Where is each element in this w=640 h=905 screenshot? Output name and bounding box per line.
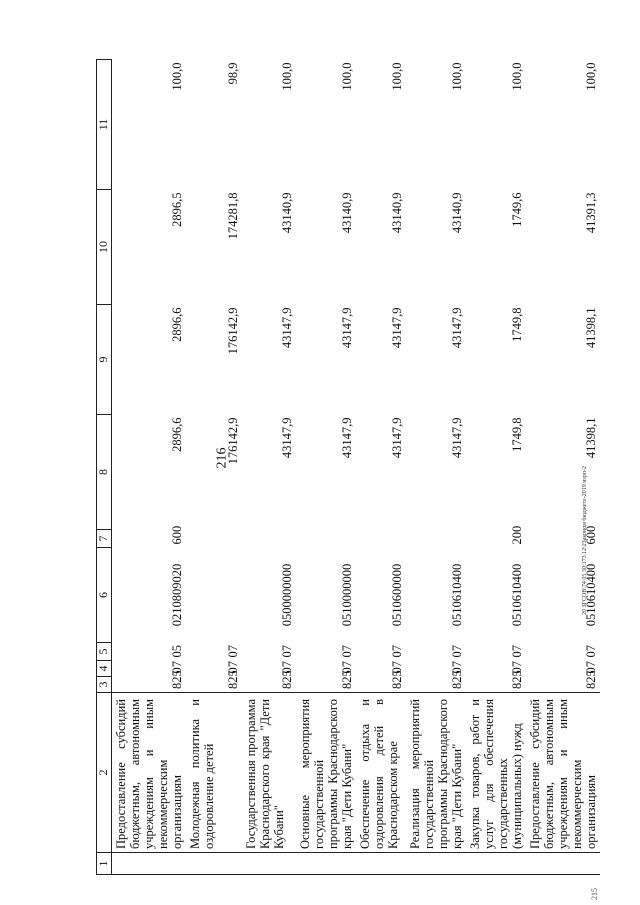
cell-c6: 0510600000 (390, 563, 404, 627)
header-cell: 4 (97, 661, 112, 677)
table-row (356, 60, 406, 875)
cell-c5: 07 (584, 645, 598, 658)
page-number: 216 (214, 447, 230, 469)
page-footer-number: 215 (590, 888, 599, 900)
cell-c4: 07 (340, 661, 354, 674)
cell-c10: 43140,9 (280, 192, 294, 234)
cell-c8: 43147,9 (390, 417, 404, 459)
header-cell: 8 (97, 415, 112, 530)
cell-c11: 100,0 (510, 62, 524, 91)
cell-c10: 2896,5 (170, 192, 184, 227)
cell-c6: 0500000000 (280, 563, 294, 627)
row-name: Реализация мероприятий государственной программы Краснодарского края "Дети Кубани" (406, 693, 466, 853)
header-cell: 3 (97, 677, 112, 693)
cell-c7 (356, 530, 406, 548)
cell-c5: 05 (170, 645, 184, 658)
cell-c5: 07 (450, 645, 464, 658)
cell-c7: 600 (170, 525, 184, 545)
rotated-page-content (96, 60, 621, 875)
cell-c9: 41398,1 (584, 307, 598, 349)
cell-c5: 07 (280, 645, 294, 658)
cell-c9: 2896,6 (170, 307, 184, 342)
cell-c10: 43140,9 (450, 192, 464, 234)
cell-c4: 07 (450, 661, 464, 674)
cell-c8: 43147,9 (280, 417, 294, 459)
cell-c5: 07 (226, 645, 240, 658)
cell-c10: 43140,9 (390, 192, 404, 234)
cell-c9: 43147,9 (390, 307, 404, 349)
cell-c8: 41398,1 (584, 417, 598, 459)
cell-c6: 0510610400 (510, 563, 524, 627)
cell-c6: 0510610400 (450, 563, 464, 627)
cell-c3: 825 (170, 670, 184, 689)
cell-c8: 176142,9 (226, 417, 240, 465)
cell-c4: 07 (280, 661, 294, 674)
cell-c4: 07 (170, 661, 184, 674)
cell-col1 (186, 853, 242, 875)
cell-c11: 100,0 (340, 62, 354, 91)
cell-c6: 0510610400 (584, 563, 598, 627)
row-name: Государственная программа Краснодарского края "Дети Кубани" (242, 693, 296, 853)
row-name: Предоставление субсидий бюджетным, автономным учреждениям и иным некоммерческим организациям (112, 693, 187, 853)
cell-col1 (356, 853, 406, 875)
table-row (526, 60, 600, 875)
header-cell: 9 (97, 305, 112, 415)
cell-c6: 0210809020 (170, 563, 184, 627)
cell-c3: 825 (280, 670, 294, 689)
cell-c10: 174281,8 (226, 192, 240, 240)
cell-c8: 2896,6 (170, 417, 184, 452)
cell-c4: 07 (584, 661, 598, 674)
cell-c6: 0510000000 (340, 563, 354, 627)
cell-c4: 07 (226, 661, 240, 674)
cell-col1 (526, 853, 600, 875)
cell-c3: 825 (510, 670, 524, 689)
cell-c7: 600 (584, 525, 598, 545)
cell-c11: 100,0 (390, 62, 404, 91)
cell-c11: 98,9 (226, 62, 240, 85)
header-cell: 5 (97, 643, 112, 661)
cell-c7 (242, 530, 296, 548)
table-row (186, 60, 242, 875)
header-cell: 7 (97, 530, 112, 548)
cell-c7 (406, 530, 466, 548)
cell-c3: 825 (340, 670, 354, 689)
cell-c8: 43147,9 (340, 417, 354, 459)
cell-c7 (296, 530, 356, 548)
cell-c5: 07 (510, 645, 524, 658)
table-row (296, 60, 356, 875)
header-row (97, 60, 112, 875)
row-name: Предоставление субсидий бюджетным, автономным учреждениям и иным некоммерческим организациям (526, 693, 600, 853)
cell-c10: 1749,6 (510, 192, 524, 227)
cell-c8: 43147,9 (450, 417, 464, 459)
cell-c3: 825 (390, 670, 404, 689)
cell-c11: 100,0 (584, 62, 598, 91)
cell-c11: 100,0 (280, 62, 294, 91)
row-name: Обеспечение отдыха и оздоровления детей в Краснодарском крае (356, 693, 406, 853)
cell-c11: 100,0 (450, 62, 464, 91)
cell-c3: 825 (450, 670, 464, 689)
cell-c10: 41391,3 (584, 192, 598, 234)
cell-col1 (242, 853, 296, 875)
header-cell: 1 (97, 853, 112, 875)
cell-c3: 825 (226, 670, 240, 689)
cell-c8: 1749,8 (510, 417, 524, 452)
cell-c9: 43147,9 (340, 307, 354, 349)
cell-c9: 43147,9 (450, 307, 464, 349)
cell-c11: 100,0 (170, 62, 184, 91)
cell-c6 (186, 548, 242, 643)
cell-col1 (112, 853, 187, 875)
cell-c10: 43140,9 (340, 192, 354, 234)
budget-table (96, 59, 600, 875)
row-name: Молодежная политика и оздоровление детей (186, 693, 242, 853)
table-row (242, 60, 296, 875)
cell-c4: 07 (510, 661, 524, 674)
document-code: 20 ЗГСОВ\74 05 30\173.12\2Законом бюджете-2019 изрп-2 (582, 466, 588, 615)
cell-col1 (296, 853, 356, 875)
cell-c9: 1749,8 (510, 307, 524, 342)
cell-col1 (406, 853, 466, 875)
header-cell: 11 (97, 60, 112, 190)
table-row (112, 60, 187, 875)
cell-c5: 07 (390, 645, 404, 658)
row-name: Закупка товаров, работ и услуг для обеспечения государственных (муниципальных) нужд (466, 693, 526, 853)
row-name: Основные мероприятия государственной программы Краснодарского края "Дети Кубани" (296, 693, 356, 853)
header-cell: 2 (97, 693, 112, 853)
cell-c5: 07 (340, 645, 354, 658)
cell-c9: 43147,9 (280, 307, 294, 349)
cell-c4: 07 (390, 661, 404, 674)
cell-col1 (466, 853, 526, 875)
cell-c7 (186, 530, 242, 548)
cell-c3: 825 (584, 670, 598, 689)
header-cell: 10 (97, 190, 112, 305)
header-cell: 6 (97, 548, 112, 643)
table-row (406, 60, 466, 875)
table-row (466, 60, 526, 875)
cell-c7: 200 (510, 525, 524, 545)
cell-c9: 176142,9 (226, 307, 240, 355)
